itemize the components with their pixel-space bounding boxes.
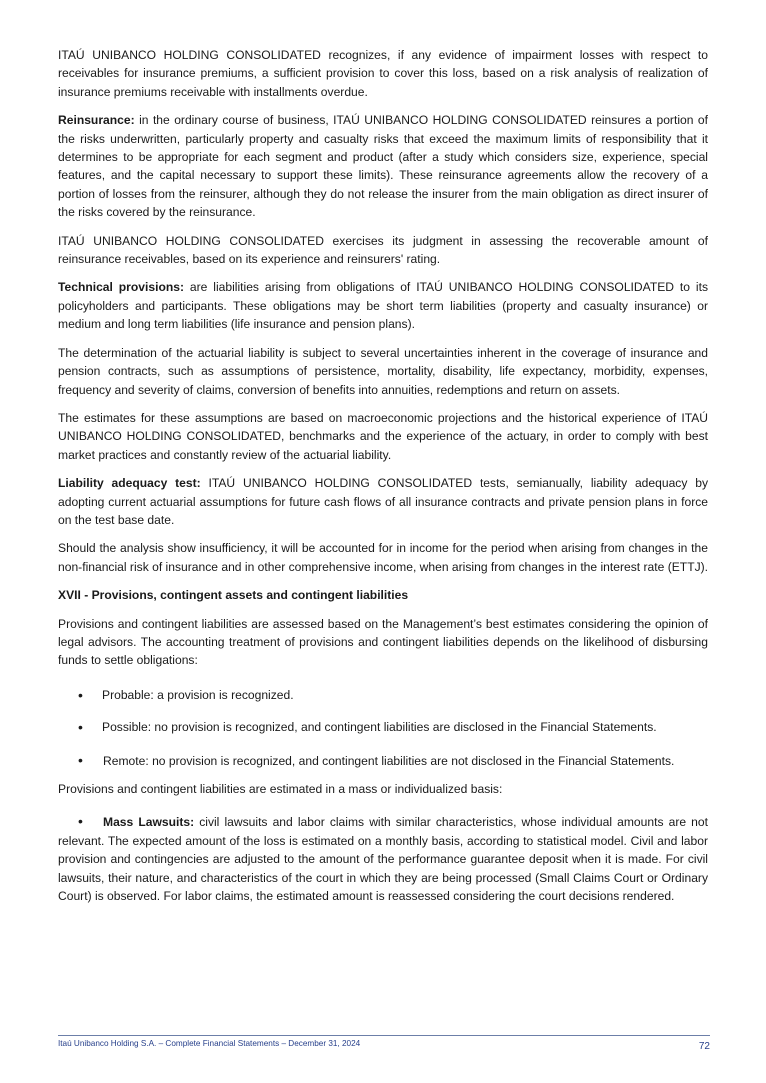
paragraph-liability-adequacy: [58, 474, 708, 529]
paragraph-actuarial-liability: The determination of the actuarial liability is subject to several uncertainties inherent in the coverage of insurance and pension contracts, such as assumptions of persistence, mortality, disability, life expectancy, morbidity, expenses, frequency and severity of claims, conversion of benefits into annuities, redemptions and return on assets.: [58, 345, 708, 397]
bullet-probable: [58, 686, 708, 704]
paragraph-impairment-premiums: ITAÚ UNIBANCO HOLDING CONSOLIDATED recognizes, if any evidence of impairment losses with respect to receivables for insurance premiums, a sufficient provision to cover this loss, based on a risk analysis of realization of insurance premiums receivable with installments overdue.: [58, 48, 708, 99]
bullet-icon: •: [78, 686, 83, 703]
paragraph-reinsurance: [58, 111, 708, 221]
mass-lawsuits-label: Mass Lawsuits:: [103, 815, 195, 830]
reinsurance-text: in the ordinary course of business, ITAÚ UNIBANCO HOLDING CONSOLIDATED reinsures a portion of the risks underwritten, particularly property and casualty risks that exceed the maximum limits of responsibility that it determines to be appropriate for each segment and product (after a study which considers size, experience, special features, and the capital necessary to support these limits). These reinsurance agreements allow the recovery of a portion of losses from the reinsurer, although they do not release the insurer from the main obligation as direct insurer of the risks covered by the reinsurance.: [58, 113, 708, 220]
paragraph-reinsurance-judgment: ITAÚ UNIBANCO HOLDING CONSOLIDATED exercises its judgment in assessing the recoverable amount of reinsurance receivables, based on its experience and reinsurers' rating.: [58, 233, 708, 267]
bullet-remote: [58, 751, 708, 770]
bullet-possible-text: Possible: no provision is recognized, and contingent liabilities are disclosed in the Financial Statements.: [102, 720, 657, 735]
page-footer: [58, 1035, 710, 1052]
technical-provisions-text: are liabilities arising from obligations of ITAÚ UNIBANCO HOLDING CONSOLIDATED to its policyholders and participants. These obligations may be short term liabilities (property and casualty insurance) or medium and long term liabilities (life insurance and pension plans).: [58, 280, 708, 332]
paragraph-technical-provisions: [58, 278, 708, 333]
document-body: [58, 46, 708, 919]
footer-document-title: Itaú Unibanco Holding S.A. – Complete Financial Statements – December 31, 2024: [58, 1039, 361, 1048]
paragraph-mass-individualized: Provisions and contingent liabilities are estimated in a mass or individualized basis:: [58, 782, 503, 796]
bullet-icon: •: [78, 751, 83, 768]
mass-lawsuits-text: civil lawsuits and labor claims with similar characteristics, whose individual amounts are not relevant. The expected amount of the loss is estimated on a monthly basis, according to statistical model. Civil and labor provision and contingencies are adjusted to the amount of the performance guarantee deposit when it is made. For civil lawsuits, their nature, and characteristics of the court in which they are being processed (Small Claims Court or Ordinary Court) is observed. For labor claims, the estimated amount is reassessed considering the court decisions rendered.: [58, 815, 708, 904]
bullet-probable-text: Probable: a provision is recognized.: [102, 687, 294, 702]
section-heading: XVII - Provisions, contingent assets and contingent liabilities: [58, 588, 409, 603]
bullet-mass-lawsuits: [58, 812, 708, 905]
bullet-remote-text: Remote: no provision is recognized, and contingent liabilities are not disclosed in the Financial Statements.: [103, 753, 675, 768]
bullet-icon: •: [78, 813, 83, 830]
bullet-icon: •: [78, 719, 83, 736]
liability-adequacy-label: Liability adequacy test:: [58, 476, 201, 491]
technical-provisions-label: Technical provisions:: [58, 280, 184, 295]
paragraph-estimates: The estimates for these assumptions are based on macroeconomic projections and the historical experience of ITAÚ UNIBANCO HOLDING CONSOLIDATED, benchmarks and the experience of the actuary, in order to comply with best market practices and constantly review of the actuarial liability.: [58, 410, 708, 462]
paragraph-provisions-intro: Provisions and contingent liabilities are assessed based on the Management’s best estimates considering the opinion of legal advisors. The accounting treatment of provisions and contingent liabilities depends on the likelihood of disbursing funds to settle obligations:: [58, 616, 708, 668]
page-number: 72: [698, 1041, 710, 1052]
bullet-possible: [58, 718, 708, 736]
liability-adequacy-text: ITAÚ UNIBANCO HOLDING CONSOLIDATED tests, semianually, liability adequacy by adopting current actuarial assumptions for future cash flows of all insurance contracts and private pension plans in force on the test base date.: [58, 476, 708, 527]
reinsurance-label: Reinsurance:: [58, 113, 135, 128]
paragraph-insufficiency: Should the analysis show insufficiency, it will be accounted for in income for the period when arising from changes in the non-financial risk of insurance and in other comprehensive income, when arising from changes in the interest rate (ETTJ).: [58, 541, 709, 574]
